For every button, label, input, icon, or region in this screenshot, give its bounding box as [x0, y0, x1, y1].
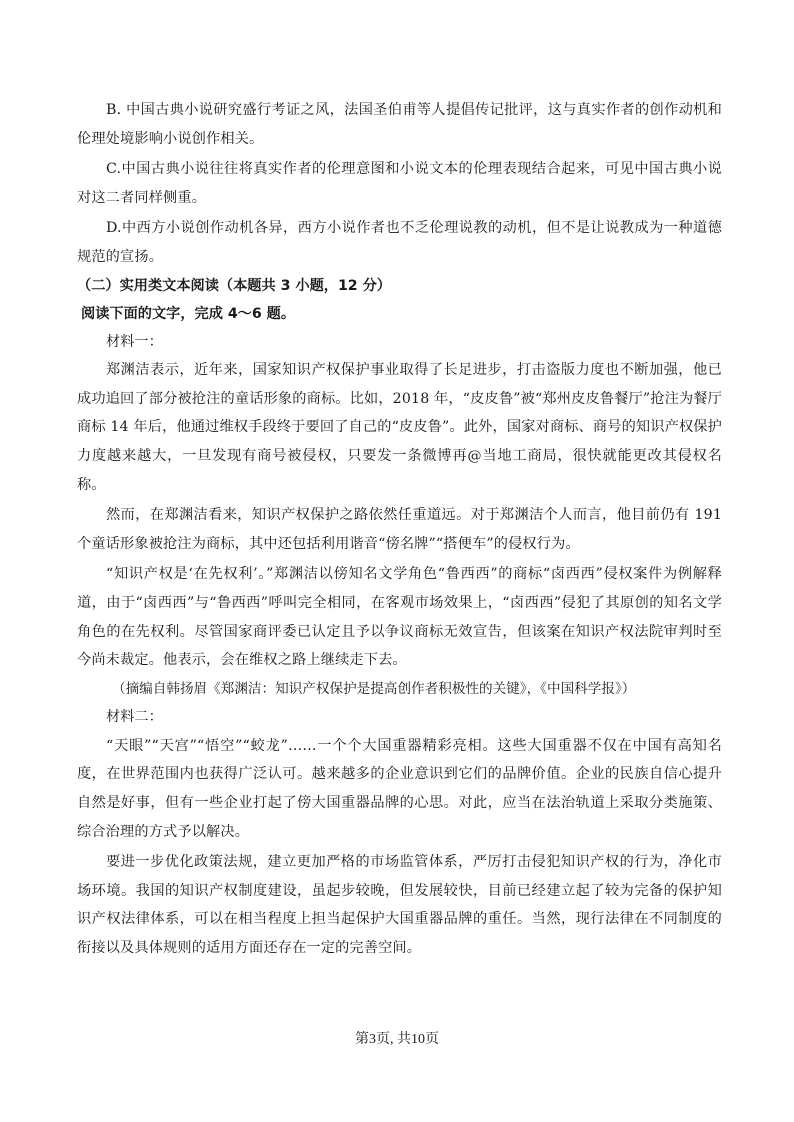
page-number: 第3页, 共10页 — [355, 1032, 439, 1047]
page-content — [77, 96, 722, 963]
material-1-paragraph: 然而，在郑渊洁看来，知识产权保护之路依然任重道远。对于郑渊洁个人而言，他目前仍有 191 个童话形象被抢注为商标，其中还包括利用谐音“傍名牌”“搭便车”的侵权行为。 — [77, 507, 722, 552]
option-b: B. 中国古典小说研究盛行考证之风，法国圣伯甫等人提倡传记批评，这与真实作者的创作动机和伦理处境影响小说创作相关。 — [77, 102, 722, 147]
section-instruction: 阅读下面的文字，完成 4～6 题。 — [81, 305, 296, 322]
material-1-paragraph: 郑渊洁表示，近年来，国家知识产权保护事业取得了长足进步，打击盗版力度也不断加强，他已成功追回了部分被抢注的童话形象的商标。比如，2018 年，“皮皮鲁”被“郑州皮皮鲁餐厅”抢注为餐厅商标 14 年后，他通过维权手段终于要回了自己的“皮皮鲁”。此外，国家对商标、商号的知识产权保护力度越来越大，一旦发现有商号被侵权，只要发一条微博再@当地工商局，很快就能更改其侵权名称。 — [77, 362, 722, 493]
material-2-label: 材料二： — [106, 709, 163, 726]
material-1-paragraph: “知识产权是‘在先权利’。”郑渊洁以傍知名文学角色“鲁西西”的商标“卤西西”侵权案件为例解释道，由于“卤西西”与“鲁西西”呼叫完全相同，在客观市场效果上，“卤西西”侵犯了其原创的知名文学角色的在先权利。尽管国家商评委已认定且予以争议商标无效宣告，但该案在知识产权法院审判时至今尚未裁定。他表示，会在维权之路上继续走下去。 — [77, 566, 722, 669]
material-1-source: （摘编自韩扬眉《郑渊洁：知识产权保护是提高创作者积极性的关键》，《中国科学报》） — [112, 680, 636, 697]
material-2-paragraph: “天眼”“天宫”“悟空”“蛟龙”……一个个大国重器精彩亮相。这些大国重器不仅在中国有高知名度，在世界范围内也获得广泛认可。越来越多的企业意识到它们的品牌价值。企业的民族自信心提升自然是好事，但有一些企业打起了傍大国重器品牌的心思。对此，应当在法治轨道上采取分类施策、综合治理的方式予以解决。 — [77, 737, 722, 840]
material-2-paragraph: 要进一步优化政策法规，建立更加严格的市场监管体系，严厉打击侵犯知识产权的行为，净化市场环境。我国的知识产权制度建设，虽起步较晚，但发展较快，目前已经建立起了较为完备的保护知识产权法律体系，可以在相当程度上担当起保护大国重器品牌的重任。当然，现行法律在不同制度的衔接以及具体规则的适用方面还存在一定的完善空间。 — [77, 854, 722, 957]
material-1-label: 材料一： — [106, 333, 163, 350]
option-c: C.中国古典小说往往将真实作者的伦理意图和小说文本的伦理表现结合起来，可见中国古典小说对这二者同样侧重。 — [77, 161, 722, 206]
section-heading: （二）实用类文本阅读（本题共 3 小题，12 分） — [77, 277, 391, 294]
option-d: D.中西方小说创作动机各异，西方小说作者也不乏伦理说教的动机，但不是让说教成为一种道德规范的宣扬。 — [77, 220, 722, 265]
